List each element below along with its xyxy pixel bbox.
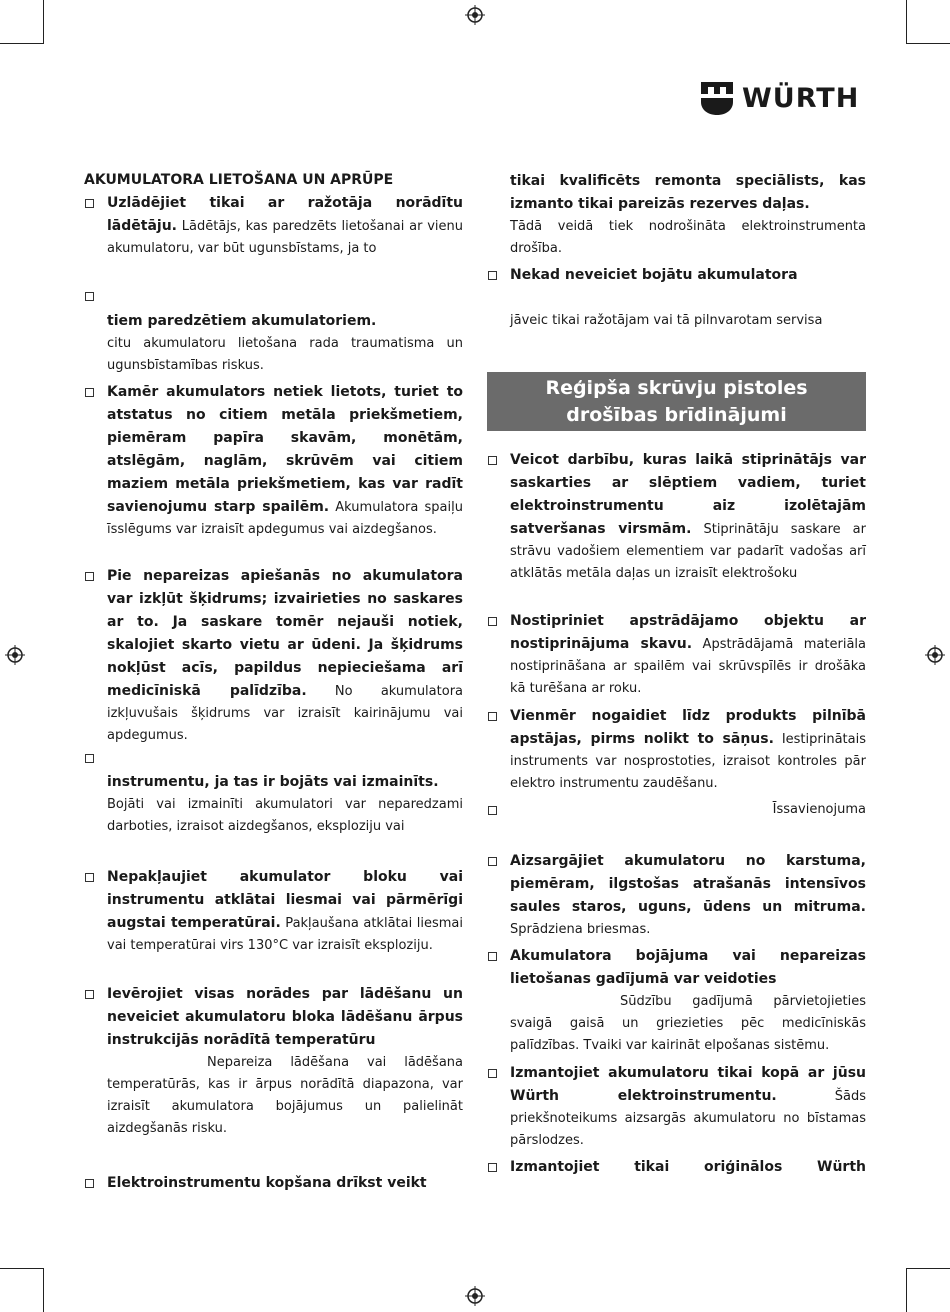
checkbox-icon — [488, 857, 497, 866]
checkbox-icon — [85, 292, 94, 301]
registration-mark-icon — [465, 1286, 485, 1306]
registration-mark-icon — [465, 5, 485, 25]
checkbox-icon — [85, 388, 94, 397]
checkbox-icon — [488, 1069, 497, 1078]
checkbox-icon — [85, 199, 94, 208]
list-item: Akumulatora bojājuma vai nepareizas lietošanas gadījumā var veidoties Sūdzību gadījumā pārvietojieties svaigā gaisā un griezieties pēc medicīniskās palīdzības. Tvaiki var kairināt elpošanas sistēmu. — [510, 948, 866, 1053]
trim-mark — [906, 1268, 950, 1269]
section-title: Reģipša skrūvju pistoles drošības brīdinājumi — [545, 376, 808, 426]
checkbox-icon — [488, 952, 497, 961]
checkbox-icon — [488, 456, 497, 465]
list-item: Kamēr akumulators netiek lietots, turiet to atstatus no citiem metāla priekšmetiem, piemēram papīra skavām, monētām, atslēgām, naglām, skrūvēm vai citiem maziem metāla priekšmetiem, kas var radīt savienojumu starp spailēm. Akumulatora spaiļu īsslēgums var izraisīt apdegumus vai aizdegšanos. — [107, 384, 463, 537]
list-item: Elektroinstrumentu kopšana drīkst veikt — [107, 1175, 427, 1191]
registration-mark-icon — [5, 645, 25, 665]
list-item: Izmantojiet tikai oriģinālos Würth — [510, 1159, 866, 1175]
checkbox-icon — [85, 754, 94, 763]
trim-mark — [906, 1268, 907, 1312]
checkbox-icon — [488, 712, 497, 721]
list-item: Pie nepareizas apiešanās no akumulatora var izkļūt šķidrums; izvairieties no saskares ar to. Ja saskare tomēr nejauši notiek, skalojiet skarto vietu ar ūdeni. Ja šķidrums nokļūst acīs, papildus nepieciešama arī medicīniskā palīdzība. No akumulatora izkļuvušais šķidrums var izraisīt kairinājumu vai apdegumus. — [107, 568, 463, 743]
list-item: Ievērojiet visas norādes par lādēšanu un neveiciet akumulatoru bloka lādēšanu ārpus instrukcijās norādītā temperatūru Nepareiza lādēšana vai lādēšana temperatūrās, kas ir ārpus norādītā diapazona, var izraisīt akumulatora bojājumus un palielināt aizdegšanās risku. — [107, 986, 463, 1136]
continued-text: jāveic tikai ražotājam vai tā pilnvarotam servisa — [510, 313, 823, 328]
section-heading: AKUMULATORA LIETOŠANA UN APRŪPE — [84, 172, 394, 188]
list-item: instrumentu, ja tas ir bojāts vai izmainīts. Bojāti vai izmainīti akumulatori var neparedzami darboties, izraisot aizdegšanos, eksploziju vai — [107, 774, 463, 834]
list-item: Izmantojiet akumulatoru tikai kopā ar jūsu Würth elektroinstrumentu. Šāds priekšnoteikums aizsargās akumulatoru no bīstamas pārslodzes. — [510, 1065, 866, 1148]
wurth-logo — [700, 80, 859, 116]
list-item: Vienmēr nogaidiet līdz produkts pilnībā apstājas, pirms nolikt to sāņus. Iestiprinātais instruments var nosprostoties, izraisot kontroles pār elektro instrumentu zaudēšanu. — [510, 708, 866, 791]
trim-mark — [43, 1268, 44, 1312]
registration-mark-icon — [925, 645, 945, 665]
list-item: Veicot darbību, kuras laikā stiprinātājs var saskarties ar slēptiem vadiem, turiet elektroinstrumentu aiz izolētajām satveršanas virsmām. Stiprinātāju saskare ar strāvu vadošiem elementiem var padarīt vadošas arī atklātās metāla daļas un izraisīt elektrošoku — [510, 452, 866, 581]
list-item: Aizsargājiet akumulatoru no karstuma, piemēram, ilgstošas atrašanās intensīvos saules staros, uguns, ūdens un mitruma. Sprādziena briesmas. — [510, 853, 866, 937]
trim-mark — [906, 0, 907, 44]
checkbox-icon — [488, 271, 497, 280]
checkbox-icon — [85, 873, 94, 882]
continued-text: tikai kvalificēts remonta speciālists, kas izmanto tikai pareizās rezerves daļas. Tādā veidā tiek nodrošināta elektroinstrumenta drošība. — [510, 173, 866, 256]
trim-mark — [906, 43, 950, 44]
list-item: Nepakļaujiet akumulator bloku vai instrumentu atklātai liesmai vai pārmērīgi augstai temperatūrai. Pakļaušana atklātai liesmai vai temperatūrai virs 130°C var izraisīt eksploziju. — [107, 869, 463, 953]
section-title-bar — [487, 372, 866, 431]
checkbox-icon — [85, 572, 94, 581]
checkbox-icon — [85, 1179, 94, 1188]
list-item: Nekad neveiciet bojātu akumulatora — [510, 267, 798, 283]
trim-mark — [0, 1268, 44, 1269]
brand-name: WÜRTH — [742, 82, 860, 114]
checkbox-icon — [488, 806, 497, 815]
list-item: tiem paredzētiem akumulatoriem. citu akumulatoru lietošana rada traumatisma un ugunsbīstamības riskus. — [107, 313, 463, 373]
checkbox-icon — [488, 617, 497, 626]
checkbox-icon — [85, 990, 94, 999]
list-item: Nostipriniet apstrādājamo objektu ar nostiprinājuma skavu. Apstrādājamā materiāla nostiprināšana ar spailēm vai skrūvspīlēs ir drošāka kā turēšana ar roku. — [510, 613, 866, 696]
checkbox-icon — [488, 1163, 497, 1172]
list-item: Uzlādējiet tikai ar ražotāja norādītu lādētāju. Lādētājs, kas paredzēts lietošanai ar vienu akumulatoru, var būt ugunsbīstams, ja to — [107, 195, 463, 256]
list-item: Īssavienojuma — [772, 802, 866, 817]
trim-mark — [43, 0, 44, 44]
trim-mark — [0, 43, 44, 44]
wurth-w-icon — [700, 80, 734, 116]
